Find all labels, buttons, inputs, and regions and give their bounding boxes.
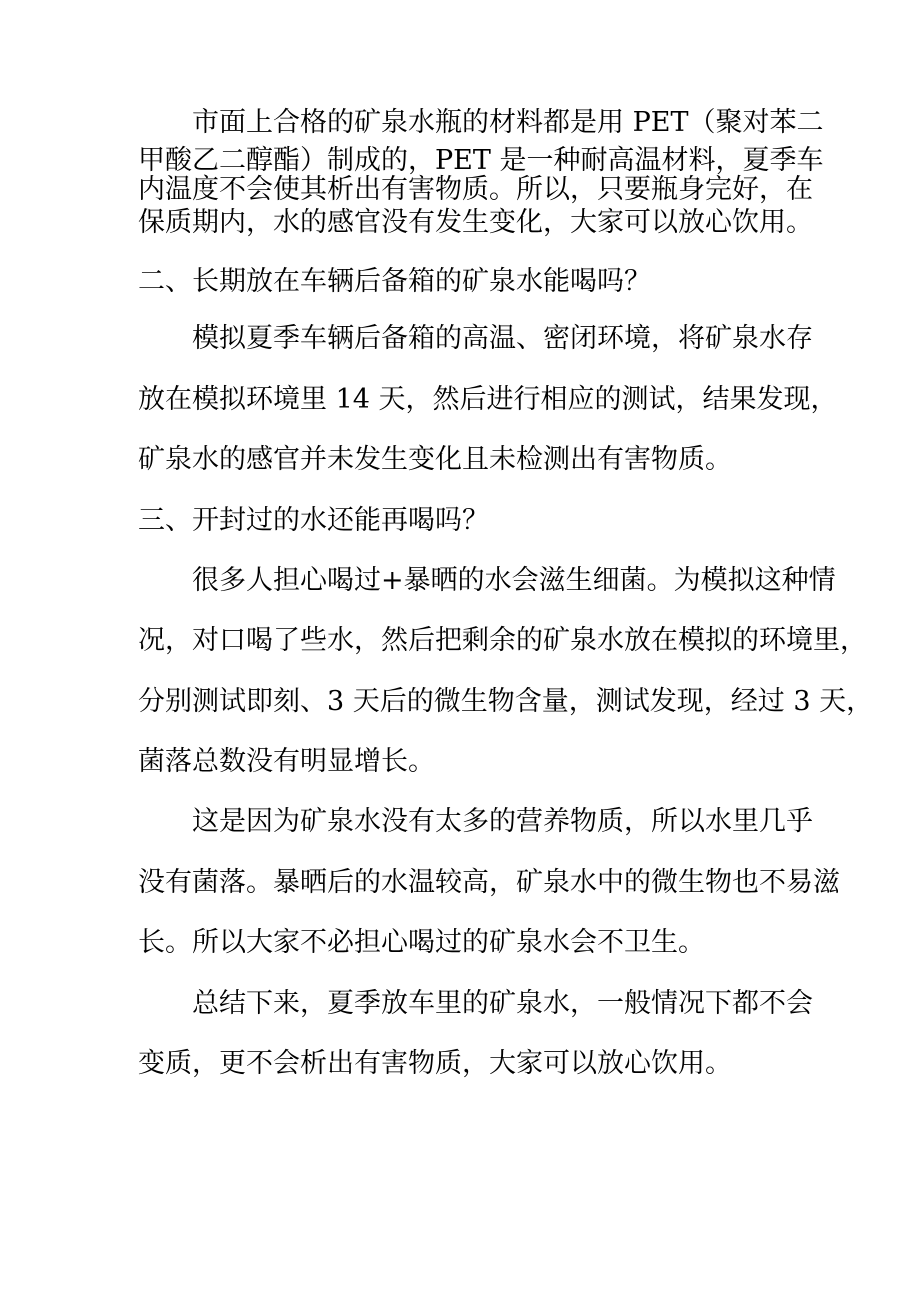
paragraph-line: 况，对口喝了些水，然后把剩余的矿泉水放在模拟的环境里， [138,625,867,656]
paragraph-line: 矿泉水的感官并未发生变化且未检测出有害物质。 [138,444,732,475]
paragraph-line: 菌落总数没有明显增长。 [138,746,435,777]
paragraph-line: 这是因为矿泉水没有太多的营养物质，所以水里几乎 [192,806,813,837]
paragraph-line: 总结下来，夏季放车里的矿泉水，一般情况下都不会 [192,988,813,1019]
paragraph-line: 放在模拟环境里 14 天，然后进行相应的测试，结果发现， [138,384,838,415]
paragraph-line: 长。所以大家不必担心喝过的矿泉水会不卫生。 [138,927,705,958]
paragraph-line: 模拟夏季车辆后备箱的高温、密闭环境，将矿泉水存 [192,323,813,354]
paragraph-line: 变质，更不会析出有害物质，大家可以放心饮用。 [138,1048,732,1079]
paragraph-line: 内温度不会使其析出有害物质。所以，只要瓶身完好，在 [138,174,813,205]
paragraph-line: 市面上合格的矿泉水瓶的材料都是用 PET（聚对苯二 [192,107,824,138]
paragraph-line: 很多人担心喝过+暴晒的水会滋生细菌。为模拟这种情 [192,565,836,596]
section-heading-opened-water: 三、开封过的水还能再喝吗？ [138,505,489,536]
paragraph-line: 分别测试即刻、3 天后的微生物含量，测试发现，经过 3 天， [138,686,874,717]
paragraph-line: 甲酸乙二醇酯）制成的，PET 是一种耐高温材料，夏季车 [138,145,824,176]
paragraph-line: 没有菌落。暴晒后的水温较高，矿泉水中的微生物也不易滋 [138,867,840,898]
paragraph-line: 保质期内，水的感官没有发生变化，大家可以放心饮用。 [138,207,813,238]
section-heading-trunk: 二、长期放在车辆后备箱的矿泉水能喝吗？ [138,266,651,297]
